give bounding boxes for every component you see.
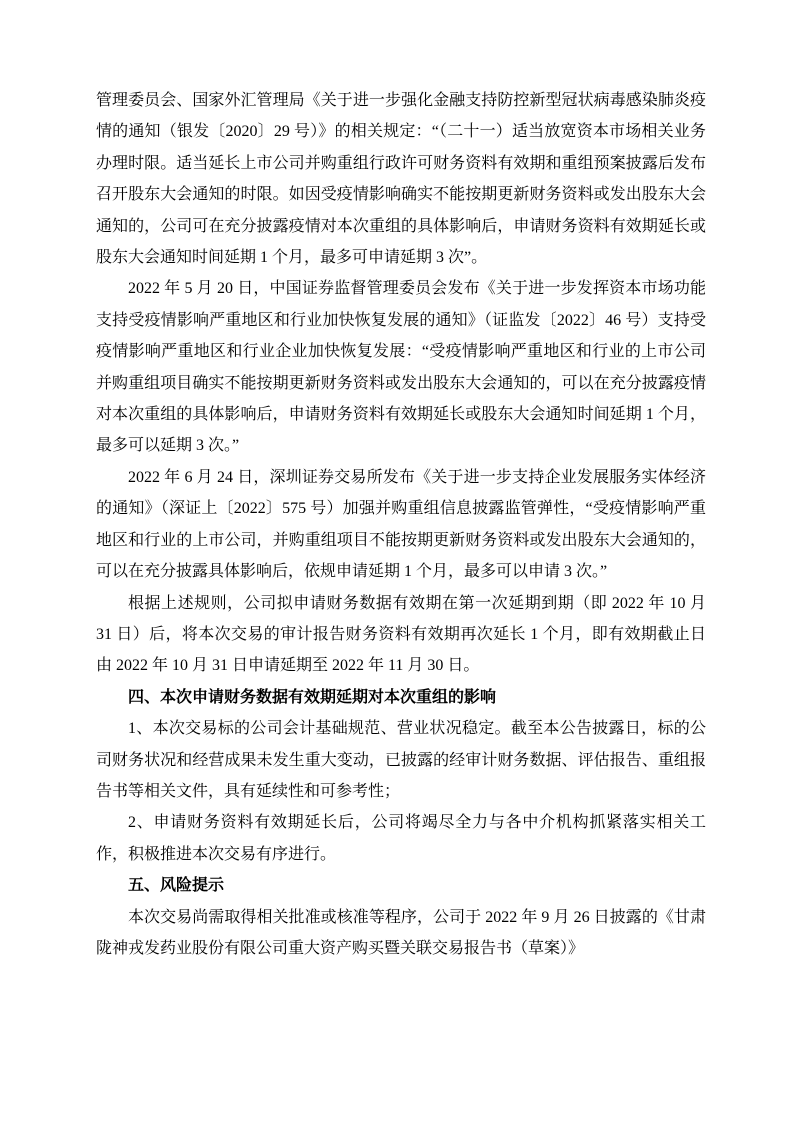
paragraph-szse-notice: 2022 年 6 月 24 日，深圳证券交易所发布《关于进一步支持企业发展服务实体经济的通知》（深证上〔2022〕575 号）加强并购重组信息披露监管弹性，“受疫情影响严重地区和行业的上市公司，并购重组项目不能按期更新财务资料或发出股东大会通知的，可以在充分披露具体影响后，依规申请延期 1 个月，最多可以申请 3 次。” [96,468,706,581]
paragraph-csrc-notice: 2022 年 5 月 20 日，中国证券监督管理委员会发布《关于进一步发挥资本市场功能支持受疫情影响严重地区和行业加快恢复发展的通知》（证监发〔2022〕46 号）支持受疫情影响严重地区和行业企业加快恢复发展：“受疫情影响严重地区和行业的上市公司并购重组项目确实不能按期更新财务资料或发出股东大会通知的，可以在充分披露疫情对本次重组的具体影响后，申请财务资料有效期延长或股东大会通知时间延期 1 个月，最多可以延期 3 次。” [96,280,706,455]
paragraph-impact-item-1: 1、本次交易标的公司会计基础规范、营业状况稳定。截至本公告披露日，标的公司财务状况和经营成果未发生重大变动，已披露的经审计财务数据、评估报告、重组报告书等相关文件，具有延续性和可参考性； [96,720,706,800]
section-heading-risk: 五、风险提示 [128,877,225,895]
paragraph-pboc-notice-continuation: 管理委员会、国家外汇管理局《关于进一步强化金融支持防控新型冠状病毒感染肺炎疫情的通知（银发〔2020〕29 号）》的相关规定：“（二十一）适当放宽资本市场相关业务办理时限。适当延长上市公司并购重组行政许可财务资料有效期和重组预案披露后发布召开股东大会通知的时限。如因受疫情影响确实不能按期更新财务资料或发出股东大会通知的，公司可在充分披露疫情对本次重组的具体影响后，申请财务资料有效期延长或股东大会通知时间延期 1 个月，最多可申请延期 3 次”。 [96,92,706,267]
paragraph-impact-item-2: 2、申请财务资料有效期延长后，公司将竭尽全力与各中介机构抓紧落实相关工作，积极推进本次交易有序进行。 [96,814,706,863]
paragraph-extension-application: 根据上述规则，公司拟申请财务数据有效期在第一次延期到期（即 2022 年 10 月 31 日）后，将本次交易的审计报告财务资料有效期再次延长 1 个月，即有效期截止日由 2022 年 10 月 31 日申请延期至 2022 年 11 月 30 日。 [96,594,706,675]
section-heading-impact: 四、本次申请财务数据有效期延期对本次重组的影响 [128,688,497,706]
document-content [96,85,706,964]
paragraph-risk-disclosure: 本次交易尚需取得相关批准或核准等程序，公司于 2022 年 9 月 26 日披露的《甘肃陇神戎发药业股份有限公司重大资产购买暨关联交易报告书（草案）》 [96,908,706,957]
